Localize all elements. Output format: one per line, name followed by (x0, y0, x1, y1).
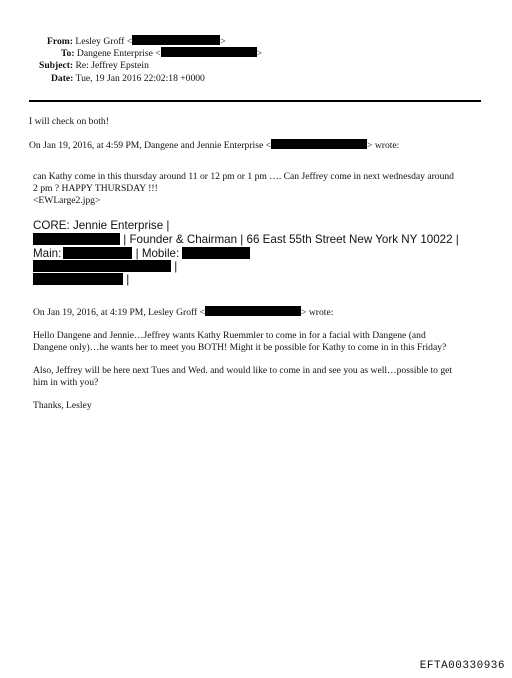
redaction-bar (182, 247, 250, 259)
message3-para1-line1: Hello Dangene and Jennie…Jeffrey wants Kathy Ruemmler to come in for a facial with Dangene (and (33, 330, 426, 341)
message2-line2: 2 pm ? HAPPY THURSDAY !!! (33, 183, 158, 194)
redaction-bar (33, 233, 120, 245)
message3-para1-line2: Dangene only)…he wants her to meet you BOTH! Might it be possible for Kathy to come in in this Friday? (33, 342, 447, 353)
signature-title-line (33, 233, 459, 246)
redaction-bar (132, 35, 220, 45)
signature-pipe: | (126, 273, 130, 286)
signature-title-address: | Founder & Chairman | 66 East 55th Street New York NY 10022 | (123, 233, 459, 246)
to-close: > (256, 48, 263, 59)
message3-signoff: Thanks, Lesley (33, 400, 92, 411)
from-label: From: (47, 36, 73, 47)
quote-header-1-pre: On Jan 19, 2016, at 4:59 PM, Dangene and Jennie Enterprise < (29, 140, 272, 151)
redaction-bar (271, 139, 367, 149)
attachment-name: <EWLarge2.jpg> (33, 195, 101, 206)
quote-header-2 (33, 306, 333, 319)
signature-pipe: | (174, 260, 178, 273)
redaction-bar (161, 47, 257, 57)
message3-para2-line2: him in with you? (33, 377, 99, 388)
quote-header-2-post: > wrote: (301, 307, 334, 318)
signature-phone-line (33, 247, 250, 260)
date-row (51, 73, 205, 85)
date-label: Date: (51, 73, 74, 84)
message3-para2-line1: Also, Jeffrey will be here next Tues and Wed. and would like to come in and see you as well…possible to get (33, 365, 453, 376)
redaction-bar (33, 260, 171, 272)
quote-header-1 (29, 139, 399, 152)
to-label: To: (61, 48, 75, 59)
message2-line1: can Kathy come in this thursday around 11 or 12 pm or 1 pm …. Can Jeffrey come in next wednesday around (33, 171, 454, 182)
quote-header-1-post: > wrote: (367, 140, 400, 151)
signature-line-4 (33, 260, 177, 273)
to-value: Dangene Enterprise < (76, 48, 161, 59)
bates-number: EFTA00330936 (419, 660, 505, 672)
date-value: Tue, 19 Jan 2016 22:02:18 +0000 (75, 73, 205, 84)
signature-core: CORE: Jennie Enterprise | (33, 219, 170, 232)
signature-main-label: Main: (33, 247, 62, 260)
from-value: Lesley Groff < (75, 36, 133, 47)
signature-line-5 (33, 273, 129, 286)
header-divider (29, 100, 481, 102)
redaction-bar (63, 247, 132, 259)
to-row (61, 47, 262, 60)
reply-text: I will check on both! (29, 116, 109, 127)
redaction-bar (33, 273, 123, 285)
quote-header-2-pre: On Jan 19, 2016, at 4:19 PM, Lesley Groff < (33, 307, 206, 318)
signature-mobile-label: | Mobile: (135, 247, 180, 260)
subject-value: Re: Jeffrey Epstein (75, 60, 149, 71)
from-close: > (220, 36, 226, 47)
subject-row (39, 60, 149, 72)
redaction-bar (205, 306, 301, 316)
subject-label: Subject: (39, 60, 74, 71)
